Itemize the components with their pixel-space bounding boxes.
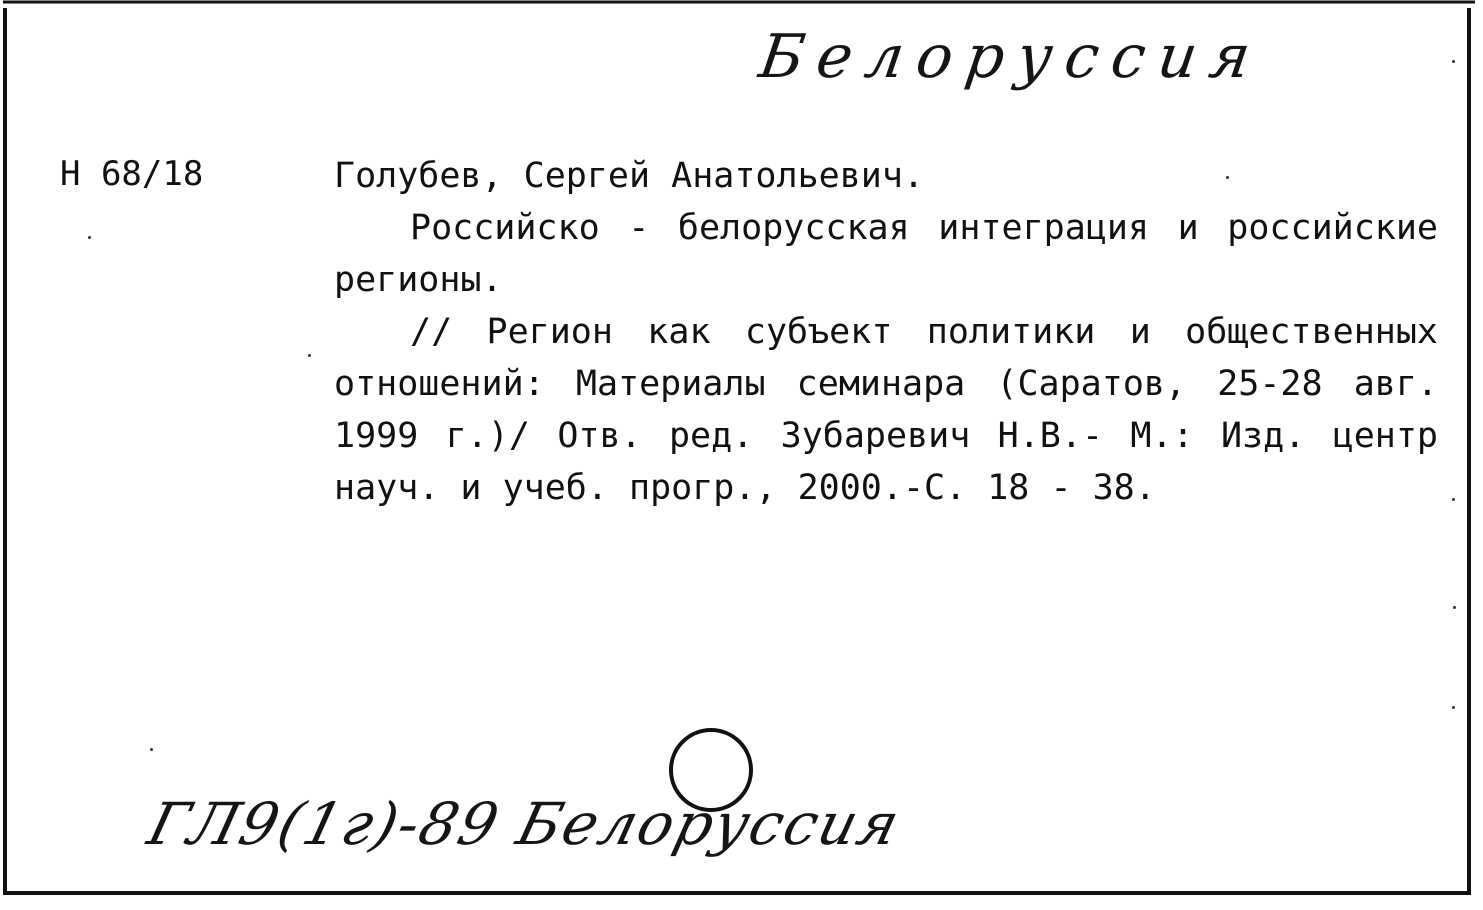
- dust-speck: [1452, 706, 1455, 709]
- dust-speck: [88, 236, 91, 239]
- dust-speck: [1226, 176, 1229, 179]
- author-name: Голубев, Сергей Анатольевич.: [334, 156, 925, 196]
- subject-heading-handwritten: Белоруссия: [755, 22, 1268, 92]
- dust-speck: [150, 748, 153, 751]
- dust-speck: [1452, 60, 1455, 63]
- dust-speck: [1452, 498, 1455, 501]
- shelfmark: Н 68/18: [60, 154, 204, 194]
- bibliographic-entry: [334, 150, 1438, 514]
- source-description: // Регион как субъект политики и общественных отношений: Материалы семинара (Саратов, 25-28 авг. 1999 г.)/ Отв. ред. Зубаревич Н.В.- М.: Изд. центр науч. и учеб. прогр., 2000.-С. 18 - 38.: [334, 312, 1438, 508]
- dust-speck: [1453, 606, 1456, 609]
- dust-speck: [308, 354, 311, 357]
- article-title: Российско - белорусская интеграция и российские регионы.: [334, 208, 1438, 300]
- classification-handwritten: ГЛ9(1г)-89 Белоруссия: [141, 790, 908, 858]
